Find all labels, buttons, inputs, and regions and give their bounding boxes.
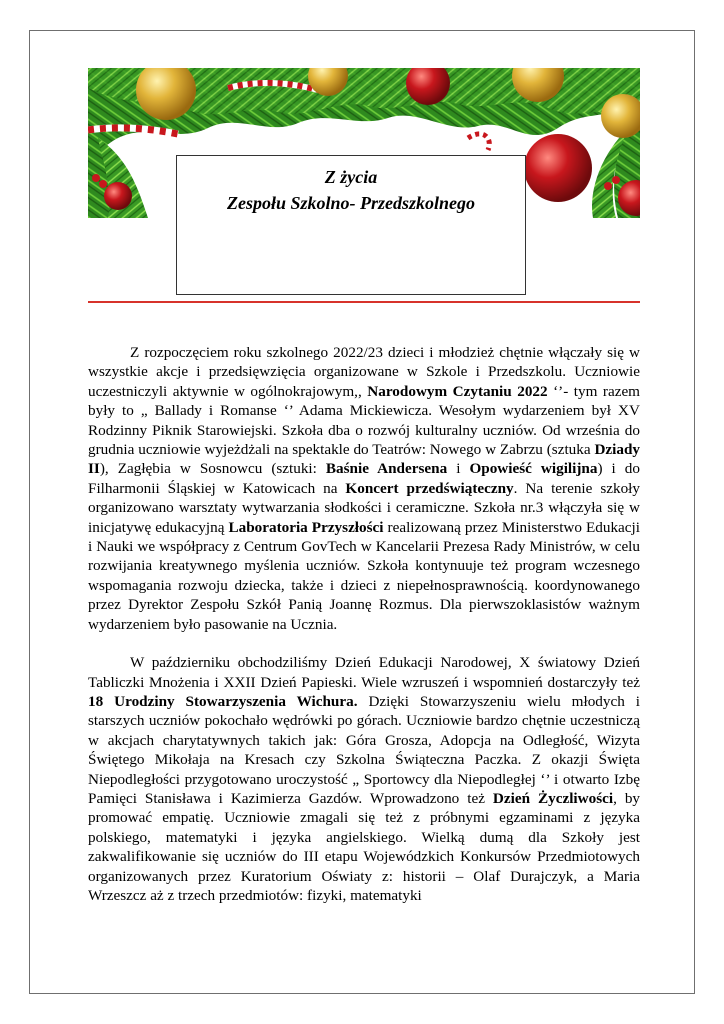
paragraph-2 [88,653,640,905]
bold-run: Koncert przedświąteczny [345,479,514,497]
bold-run: Baśnie Andersena [325,460,448,478]
text-run: . Na terenie szkoły organizowano warsztaty wytwarzania słodkości i ceramiczne. Szkoła nr.3 włączyła się w inicjatywę edukacyjną [88,479,640,536]
article-body [88,343,640,924]
divider-rule [88,301,640,303]
paragraph-1 [88,343,640,634]
text-run: Z rozpoczęciem roku szkolnego 2022/23 dzieci i młodzież chętnie włączały się w wszystkie akcje i przedsięwzięcia organizowane w Szkole i Przedszkolu. Uczniowie uczestniczyli aktywnie w ogólnokrajowym,, [88,344,640,400]
bold-run: 18 Urodziny Stowarzyszenia Wichura. [88,692,358,710]
text-run: W październiku obchodziliśmy Dzień Edukacji Narodowej, X światowy Dzień Tabliczki Mnożenia i XXII Dzień Papieski. Wiele wzruszeń i wspomnień dostarczyły też [88,654,640,691]
title-line-1: Z życia [324,167,378,187]
text-run: Dzięki Stowarzyszeniu wielu młodych i starszych uczniów pokochało wędrówki po górach. Uczniowie bardzo chętnie uczestniczą w akcjach charytatywnych takich jak: Góra Grosza, Adopcja na Odległość, Wizyta Świętego Mikołaja na Kresach czy Szkolna Świąteczna Paczka. Z okazji Święta Niepodległości przygotowano uroczystość „ Sportowcy dla Niepodległej ‘’ i otwarto Izbę Pamięci Stanisława i Kazimierza Gazdów. Wprowadzono też [88,692,640,807]
title-box [176,155,526,295]
text-run: ‘’- tym razem były to „ Ballady i Romanse ‘’ Adama Mickiewicza. Wesołym wydarzeniem był XV Rodzinny Piknik Starowiejski. Szkoła dba o rozwój kulturalny uczniów. Od września do grudnia uczniowie wyjeżdżali na spektakle do Teatrów: Nowego w Zabrzu (sztuka [88,382,640,459]
text-run: realizowaną przez Ministerstwo Edukacji i Nauki we współpracy z Centrum GovTech w Kancelarii Prezesa Rady Ministrów, w celu rozwijania kreatywnego myślenia uczniów. Szkoła kontynuuje też program wczesnego wspomagania rozwoju dziecka, także i dzieci z niepełnosprawnością. koordynowanego przez Dyrektor Zespołu Szkół Panią Joannę Rozmus. Dla pierwszoklasistów ważnym wydarzeniem było pasowanie na Ucznia. [88,518,640,633]
bold-run: Dzień Życzliwości [492,789,614,807]
bold-run: Dziady II [88,441,640,478]
bold-run: Laboratoria Przyszłości [228,518,384,536]
title-line-2: Zespołu Szkolno- Przedszkolnego [226,193,476,213]
text-run: ), Zagłębia w Sosnowcu (sztuki: [99,460,326,478]
text-run: i [447,460,470,478]
bold-run: Narodowym Czytaniu 2022 [367,382,548,400]
bold-run: Opowieść wigilijna [469,460,598,478]
text-run: ) i do Filharmonii Śląskiej w Katowicach na [88,460,640,497]
text-run: , by promować empatię. Uczniowie zmagali się też z próbnymi egzaminami z języka polskiego, matematyki i języka angielskiego. Wielką dumą dla Szkoły jest zakwalifikowanie się uczniów do III etapu Wojewódzkich Konkursów Przedmiotowych organizowanych przez Kuratorium Oświaty z: historii – Olaf Durajczyk, a Maria Wrzeszcz aż z trzech przedmiotów: fizyki, matematyki [88,789,641,904]
